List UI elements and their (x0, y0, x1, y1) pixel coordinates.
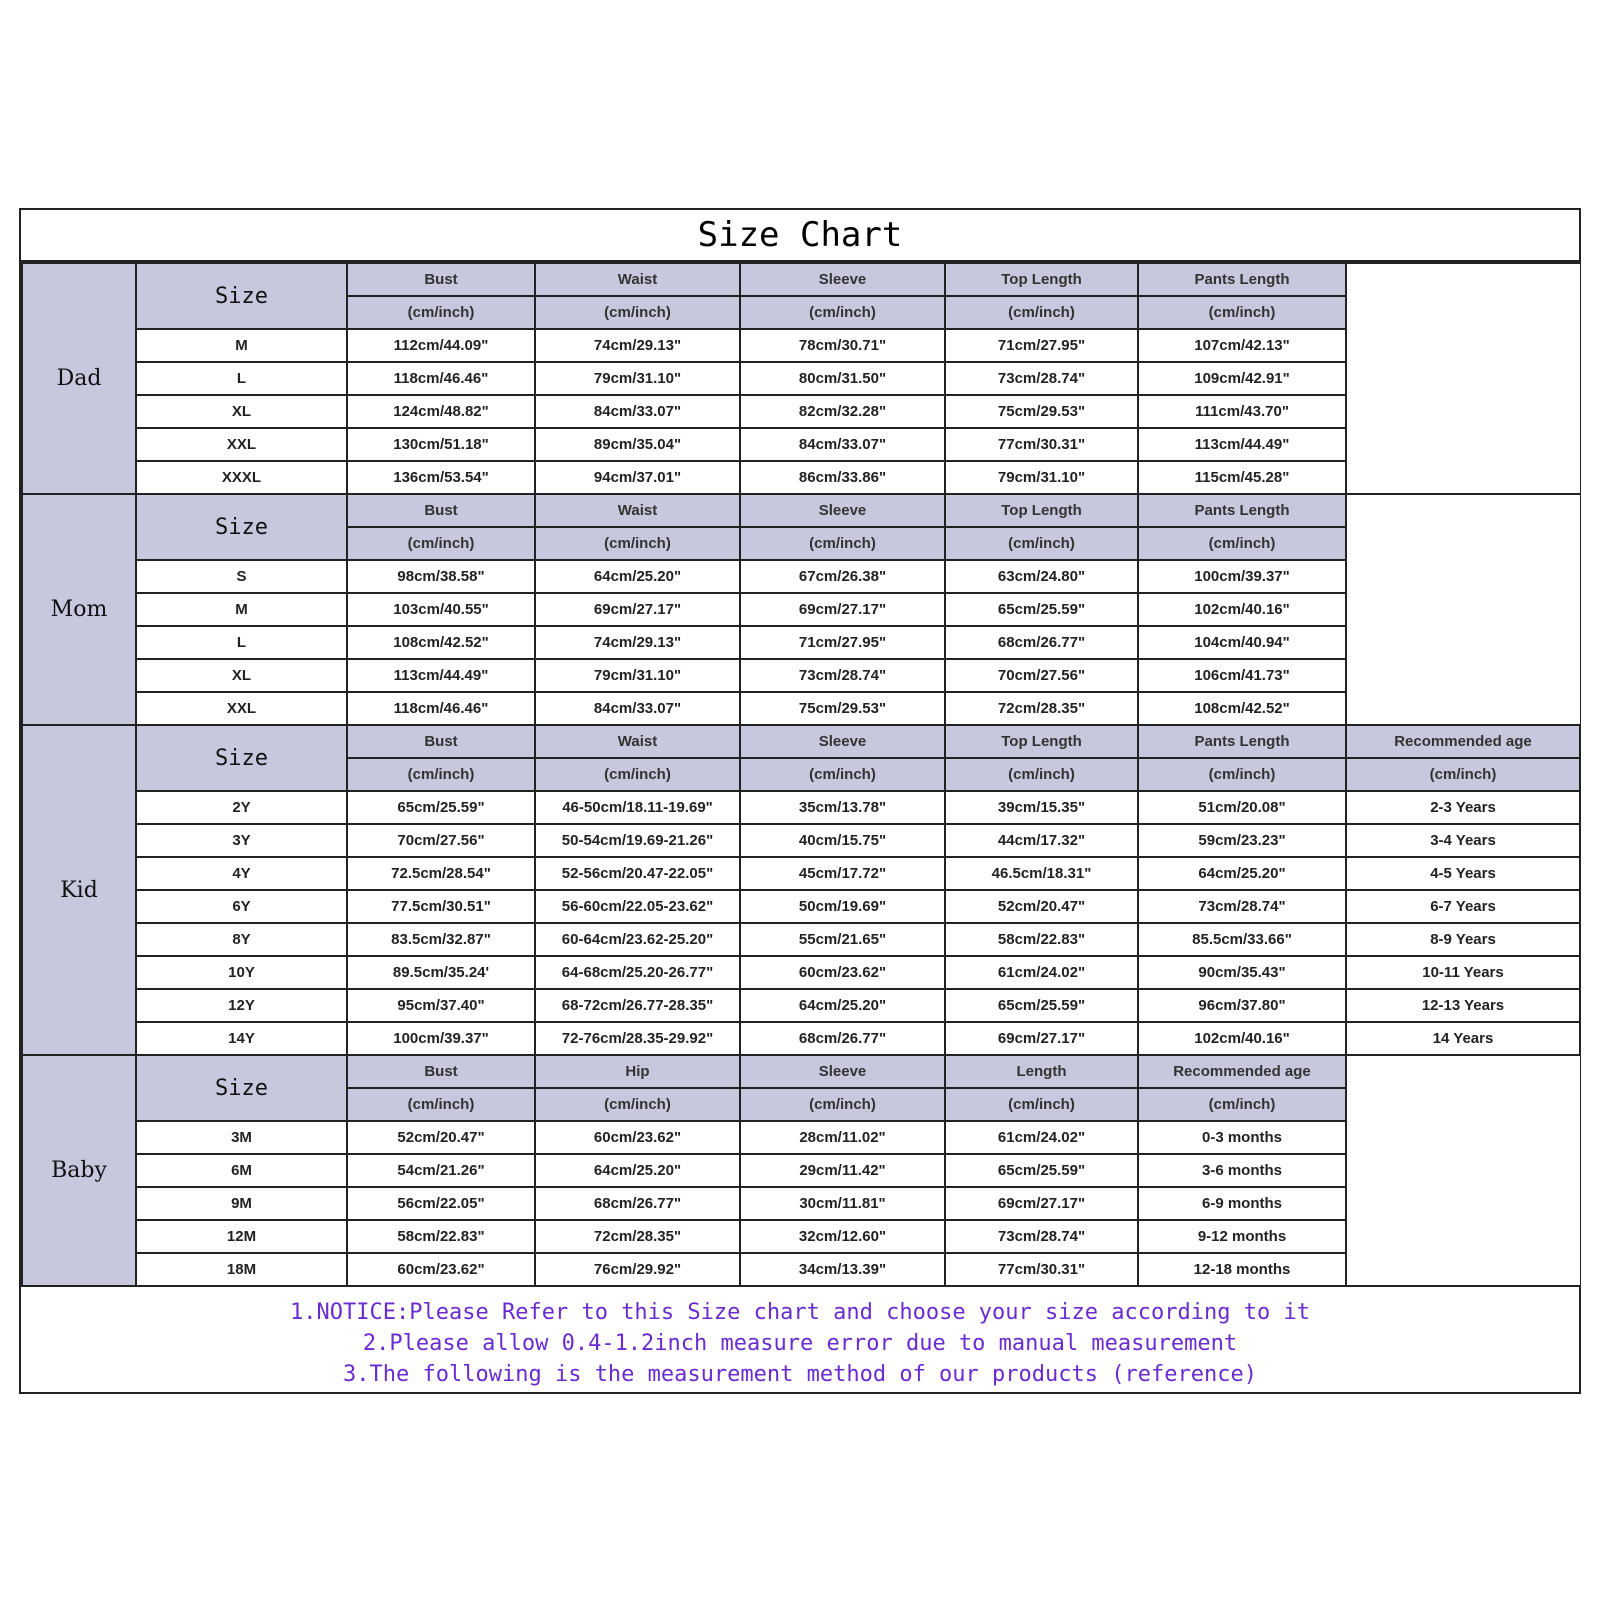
blank-cell (1346, 1253, 1580, 1286)
value-cell: 10-11 Years (1346, 956, 1580, 989)
size-cell: 10Y (136, 956, 347, 989)
size-table (21, 262, 1581, 1287)
unit-header: (cm/inch) (945, 296, 1138, 329)
blank-cell (1346, 329, 1580, 362)
value-cell: 2-3 Years (1346, 791, 1580, 824)
value-cell: 60cm/23.62" (535, 1121, 740, 1154)
value-cell: 136cm/53.54" (347, 461, 535, 494)
table-row (22, 362, 1580, 395)
table-row (22, 956, 1580, 989)
value-cell: 29cm/11.42" (740, 1154, 945, 1187)
value-cell: 68cm/26.77" (535, 1187, 740, 1220)
value-cell: 96cm/37.80" (1138, 989, 1346, 1022)
value-cell: 108cm/42.52" (1138, 692, 1346, 725)
value-cell: 4-5 Years (1346, 857, 1580, 890)
value-cell: 94cm/37.01" (535, 461, 740, 494)
value-cell: 98cm/38.58" (347, 560, 535, 593)
value-cell: 73cm/28.74" (1138, 890, 1346, 923)
table-row (22, 593, 1580, 626)
blank-cell (1346, 395, 1580, 428)
value-cell: 65cm/25.59" (945, 1154, 1138, 1187)
value-cell: 45cm/17.72" (740, 857, 945, 890)
table-row (22, 1187, 1580, 1220)
unit-header: (cm/inch) (740, 527, 945, 560)
notice-line-3: 3.The following is the measurement method of our products (reference) (343, 1362, 1257, 1387)
blank-cell (1346, 494, 1580, 527)
column-header: Top Length (945, 263, 1138, 296)
value-cell: 34cm/13.39" (740, 1253, 945, 1286)
value-cell: 14 Years (1346, 1022, 1580, 1055)
unit-header: (cm/inch) (945, 527, 1138, 560)
value-cell: 61cm/24.02" (945, 1121, 1138, 1154)
notice-block (21, 1287, 1579, 1390)
value-cell: 75cm/29.53" (945, 395, 1138, 428)
value-cell: 124cm/48.82" (347, 395, 535, 428)
value-cell: 64cm/25.20" (535, 560, 740, 593)
column-header: Bust (347, 725, 535, 758)
value-cell: 6-7 Years (1346, 890, 1580, 923)
value-cell: 65cm/25.59" (945, 593, 1138, 626)
unit-header: (cm/inch) (347, 296, 535, 329)
table-row (22, 890, 1580, 923)
size-column-header: Size (136, 1055, 347, 1121)
size-cell: XXXL (136, 461, 347, 494)
section-header-row (22, 1055, 1580, 1088)
value-cell: 75cm/29.53" (740, 692, 945, 725)
value-cell: 3-4 Years (1346, 824, 1580, 857)
value-cell: 113cm/44.49" (1138, 428, 1346, 461)
table-row (22, 329, 1580, 362)
value-cell: 79cm/31.10" (535, 659, 740, 692)
value-cell: 40cm/15.75" (740, 824, 945, 857)
value-cell: 60-64cm/23.62-25.20" (535, 923, 740, 956)
blank-cell (1346, 1088, 1580, 1121)
table-row (22, 923, 1580, 956)
value-cell: 39cm/15.35" (945, 791, 1138, 824)
value-cell: 8-9 Years (1346, 923, 1580, 956)
blank-cell (1346, 1055, 1580, 1088)
table-row (22, 659, 1580, 692)
value-cell: 103cm/40.55" (347, 593, 535, 626)
value-cell: 63cm/24.80" (945, 560, 1138, 593)
value-cell: 79cm/31.10" (535, 362, 740, 395)
column-header: Top Length (945, 725, 1138, 758)
value-cell: 32cm/12.60" (740, 1220, 945, 1253)
value-cell: 55cm/21.65" (740, 923, 945, 956)
table-row (22, 461, 1580, 494)
value-cell: 64-68cm/25.20-26.77" (535, 956, 740, 989)
value-cell: 73cm/28.74" (740, 659, 945, 692)
value-cell: 74cm/29.13" (535, 626, 740, 659)
value-cell: 65cm/25.59" (945, 989, 1138, 1022)
column-header: Pants Length (1138, 263, 1346, 296)
value-cell: 56-60cm/22.05-23.62" (535, 890, 740, 923)
value-cell: 118cm/46.46" (347, 362, 535, 395)
value-cell: 112cm/44.09" (347, 329, 535, 362)
size-cell: XXL (136, 428, 347, 461)
value-cell: 86cm/33.86" (740, 461, 945, 494)
unit-header: (cm/inch) (945, 758, 1138, 791)
value-cell: 77.5cm/30.51" (347, 890, 535, 923)
value-cell: 82cm/32.28" (740, 395, 945, 428)
section-header-row (22, 263, 1580, 296)
table-row (22, 791, 1580, 824)
value-cell: 80cm/31.50" (740, 362, 945, 395)
value-cell: 102cm/40.16" (1138, 593, 1346, 626)
size-chart (19, 208, 1581, 1394)
value-cell: 3-6 months (1138, 1154, 1346, 1187)
value-cell: 46-50cm/18.11-19.69" (535, 791, 740, 824)
value-cell: 113cm/44.49" (347, 659, 535, 692)
size-cell: 18M (136, 1253, 347, 1286)
group-label: Baby (22, 1055, 136, 1286)
column-header: Pants Length (1138, 494, 1346, 527)
size-cell: 12Y (136, 989, 347, 1022)
value-cell: 107cm/42.13" (1138, 329, 1346, 362)
value-cell: 54cm/21.26" (347, 1154, 535, 1187)
value-cell: 52cm/20.47" (347, 1121, 535, 1154)
blank-cell (1346, 527, 1580, 560)
value-cell: 84cm/33.07" (535, 395, 740, 428)
size-cell: 3Y (136, 824, 347, 857)
column-header: Recommended age (1346, 725, 1580, 758)
blank-cell (1346, 626, 1580, 659)
unit-header: (cm/inch) (535, 1088, 740, 1121)
size-cell: 12M (136, 1220, 347, 1253)
table-row (22, 1220, 1580, 1253)
value-cell: 44cm/17.32" (945, 824, 1138, 857)
size-cell: 2Y (136, 791, 347, 824)
value-cell: 72cm/28.35" (945, 692, 1138, 725)
blank-cell (1346, 1154, 1580, 1187)
column-header: Bust (347, 494, 535, 527)
size-cell: M (136, 593, 347, 626)
value-cell: 52-56cm/20.47-22.05" (535, 857, 740, 890)
group-label: Mom (22, 494, 136, 725)
size-cell: 8Y (136, 923, 347, 956)
value-cell: 90cm/35.43" (1138, 956, 1346, 989)
value-cell: 9-12 months (1138, 1220, 1346, 1253)
group-label: Dad (22, 263, 136, 494)
value-cell: 85.5cm/33.66" (1138, 923, 1346, 956)
value-cell: 12-13 Years (1346, 989, 1580, 1022)
value-cell: 0-3 months (1138, 1121, 1346, 1154)
value-cell: 28cm/11.02" (740, 1121, 945, 1154)
value-cell: 104cm/40.94" (1138, 626, 1346, 659)
column-header: Hip (535, 1055, 740, 1088)
value-cell: 84cm/33.07" (535, 692, 740, 725)
value-cell: 60cm/23.62" (347, 1253, 535, 1286)
table-row (22, 1022, 1580, 1055)
table-row (22, 989, 1580, 1022)
value-cell: 50-54cm/19.69-21.26" (535, 824, 740, 857)
value-cell: 100cm/39.37" (1138, 560, 1346, 593)
unit-header: (cm/inch) (535, 296, 740, 329)
column-header: Sleeve (740, 494, 945, 527)
value-cell: 102cm/40.16" (1138, 1022, 1346, 1055)
unit-header: (cm/inch) (347, 527, 535, 560)
value-cell: 73cm/28.74" (945, 362, 1138, 395)
size-column-header: Size (136, 263, 347, 329)
value-cell: 115cm/45.28" (1138, 461, 1346, 494)
unit-header: (cm/inch) (740, 296, 945, 329)
unit-header: (cm/inch) (740, 758, 945, 791)
value-cell: 72.5cm/28.54" (347, 857, 535, 890)
table-row (22, 626, 1580, 659)
value-cell: 69cm/27.17" (535, 593, 740, 626)
value-cell: 58cm/22.83" (945, 923, 1138, 956)
value-cell: 60cm/23.62" (740, 956, 945, 989)
value-cell: 65cm/25.59" (347, 791, 535, 824)
blank-cell (1346, 692, 1580, 725)
value-cell: 111cm/43.70" (1138, 395, 1346, 428)
value-cell: 70cm/27.56" (945, 659, 1138, 692)
blank-cell (1346, 461, 1580, 494)
value-cell: 118cm/46.46" (347, 692, 535, 725)
value-cell: 72cm/28.35" (535, 1220, 740, 1253)
blank-cell (1346, 1220, 1580, 1253)
size-cell: 6Y (136, 890, 347, 923)
size-cell: XL (136, 659, 347, 692)
value-cell: 77cm/30.31" (945, 428, 1138, 461)
value-cell: 109cm/42.91" (1138, 362, 1346, 395)
value-cell: 69cm/27.17" (945, 1187, 1138, 1220)
value-cell: 69cm/27.17" (945, 1022, 1138, 1055)
column-header: Top Length (945, 494, 1138, 527)
blank-cell (1346, 1187, 1580, 1220)
unit-header: (cm/inch) (535, 758, 740, 791)
value-cell: 77cm/30.31" (945, 1253, 1138, 1286)
notice-line-2: 2.Please allow 0.4-1.2inch measure error due to manual measurement (362, 1331, 1238, 1356)
column-header: Bust (347, 263, 535, 296)
column-header: Sleeve (740, 263, 945, 296)
value-cell: 89.5cm/35.24' (347, 956, 535, 989)
value-cell: 64cm/25.20" (1138, 857, 1346, 890)
unit-header: (cm/inch) (1138, 527, 1346, 560)
value-cell: 89cm/35.04" (535, 428, 740, 461)
column-header: Bust (347, 1055, 535, 1088)
chart-title: Size Chart (21, 210, 1579, 262)
size-cell: 3M (136, 1121, 347, 1154)
unit-header: (cm/inch) (1138, 1088, 1346, 1121)
value-cell: 64cm/25.20" (535, 1154, 740, 1187)
unit-header: (cm/inch) (347, 758, 535, 791)
blank-cell (1346, 593, 1580, 626)
column-header: Waist (535, 725, 740, 758)
size-cell: XL (136, 395, 347, 428)
value-cell: 71cm/27.95" (740, 626, 945, 659)
table-row (22, 692, 1580, 725)
size-cell: 4Y (136, 857, 347, 890)
value-cell: 68-72cm/26.77-28.35" (535, 989, 740, 1022)
table-row (22, 1154, 1580, 1187)
table-row (22, 824, 1580, 857)
blank-cell (1346, 296, 1580, 329)
value-cell: 6-9 months (1138, 1187, 1346, 1220)
value-cell: 70cm/27.56" (347, 824, 535, 857)
column-header: Sleeve (740, 1055, 945, 1088)
value-cell: 59cm/23.23" (1138, 824, 1346, 857)
value-cell: 73cm/28.74" (945, 1220, 1138, 1253)
blank-cell (1346, 560, 1580, 593)
value-cell: 84cm/33.07" (740, 428, 945, 461)
value-cell: 61cm/24.02" (945, 956, 1138, 989)
value-cell: 106cm/41.73" (1138, 659, 1346, 692)
table-row (22, 428, 1580, 461)
size-cell: S (136, 560, 347, 593)
size-cell: 6M (136, 1154, 347, 1187)
unit-header: (cm/inch) (740, 1088, 945, 1121)
column-header: Pants Length (1138, 725, 1346, 758)
value-cell: 56cm/22.05" (347, 1187, 535, 1220)
unit-header: (cm/inch) (1138, 296, 1346, 329)
value-cell: 108cm/42.52" (347, 626, 535, 659)
value-cell: 68cm/26.77" (740, 1022, 945, 1055)
size-cell: 14Y (136, 1022, 347, 1055)
notice-line-1: 1.NOTICE:Please Refer to this Size chart and choose your size according to it (290, 1300, 1310, 1325)
value-cell: 76cm/29.92" (535, 1253, 740, 1286)
value-cell: 12-18 months (1138, 1253, 1346, 1286)
value-cell: 67cm/26.38" (740, 560, 945, 593)
column-header: Length (945, 1055, 1138, 1088)
column-header: Waist (535, 494, 740, 527)
value-cell: 46.5cm/18.31" (945, 857, 1138, 890)
size-column-header: Size (136, 725, 347, 791)
value-cell: 95cm/37.40" (347, 989, 535, 1022)
value-cell: 68cm/26.77" (945, 626, 1138, 659)
unit-header: (cm/inch) (347, 1088, 535, 1121)
blank-cell (1346, 1121, 1580, 1154)
column-header: Sleeve (740, 725, 945, 758)
value-cell: 50cm/19.69" (740, 890, 945, 923)
unit-header: (cm/inch) (535, 527, 740, 560)
value-cell: 79cm/31.10" (945, 461, 1138, 494)
value-cell: 72-76cm/28.35-29.92" (535, 1022, 740, 1055)
value-cell: 64cm/25.20" (740, 989, 945, 1022)
table-row (22, 1121, 1580, 1154)
unit-header: (cm/inch) (945, 1088, 1138, 1121)
blank-cell (1346, 659, 1580, 692)
table-row (22, 395, 1580, 428)
size-column-header: Size (136, 494, 347, 560)
value-cell: 83.5cm/32.87" (347, 923, 535, 956)
size-cell: XXL (136, 692, 347, 725)
size-cell: L (136, 626, 347, 659)
size-cell: M (136, 329, 347, 362)
group-label: Kid (22, 725, 136, 1055)
value-cell: 51cm/20.08" (1138, 791, 1346, 824)
column-header: Waist (535, 263, 740, 296)
column-header: Recommended age (1138, 1055, 1346, 1088)
value-cell: 130cm/51.18" (347, 428, 535, 461)
value-cell: 52cm/20.47" (945, 890, 1138, 923)
section-header-row (22, 494, 1580, 527)
section-header-row (22, 725, 1580, 758)
value-cell: 30cm/11.81" (740, 1187, 945, 1220)
blank-cell (1346, 428, 1580, 461)
size-cell: L (136, 362, 347, 395)
unit-header: (cm/inch) (1346, 758, 1580, 791)
value-cell: 71cm/27.95" (945, 329, 1138, 362)
blank-cell (1346, 362, 1580, 395)
value-cell: 78cm/30.71" (740, 329, 945, 362)
value-cell: 58cm/22.83" (347, 1220, 535, 1253)
size-cell: 9M (136, 1187, 347, 1220)
table-row (22, 1253, 1580, 1286)
table-row (22, 560, 1580, 593)
value-cell: 100cm/39.37" (347, 1022, 535, 1055)
value-cell: 35cm/13.78" (740, 791, 945, 824)
value-cell: 74cm/29.13" (535, 329, 740, 362)
table-row (22, 857, 1580, 890)
blank-cell (1346, 263, 1580, 296)
value-cell: 69cm/27.17" (740, 593, 945, 626)
unit-header: (cm/inch) (1138, 758, 1346, 791)
